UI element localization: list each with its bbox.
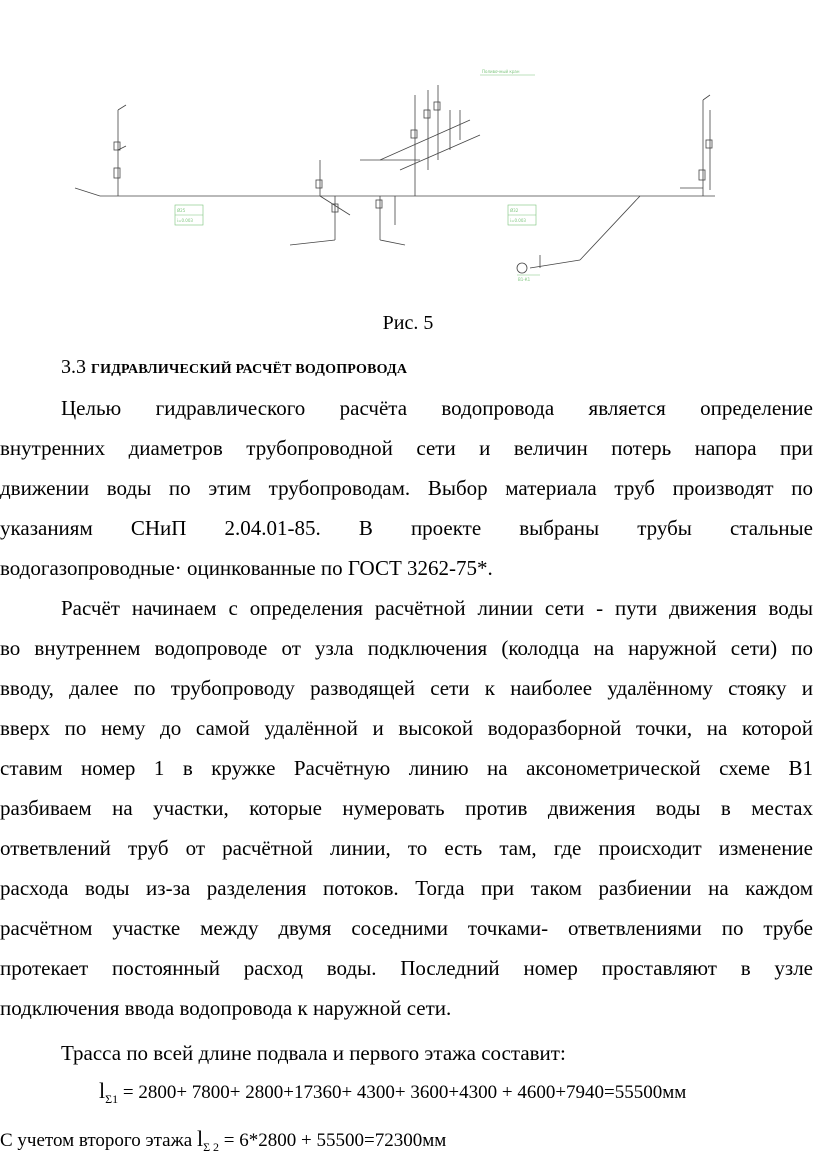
paragraph-line: Целью гидравлического расчёта водопровода является определение	[61, 396, 813, 420]
paragraph-line: ответвлений труб от расчётной линии, то есть там, где происходит изменение	[0, 836, 813, 860]
paragraph-line: протекает постоянный расход воды. Последний номер проставляют в узле	[0, 956, 813, 980]
paragraph-line: подключения ввода водопровода к наружной сети.	[0, 996, 452, 1020]
figure-caption: Рис. 5	[382, 312, 434, 334]
section-number: 3.3	[61, 356, 86, 378]
paragraph-line: Трасса по всей длине подвала и первого этажа составит:	[61, 1041, 566, 1065]
section-heading	[61, 356, 407, 379]
paragraph-line: ставим номер 1 в кружке Расчётную линию на аксонометрической схеме В1	[0, 756, 813, 780]
svg-text:i=0.003: i=0.003	[510, 218, 526, 223]
paragraph-line: движении воды по этим трубопроводам. Выбор материала труб производят по	[0, 476, 813, 500]
formula-total-length	[99, 1078, 686, 1107]
axonometric-scheme-figure	[60, 50, 760, 295]
formula-subscript: Σ1	[105, 1092, 119, 1106]
formula-symbol: l	[196, 1126, 204, 1151]
paragraph-line: указаниям СНиП 2.04.01-85. В проекте выбраны трубы стальные	[0, 516, 813, 540]
paragraph-line: вверх по нему до самой удалённой и высокой водоразборной точки, на которой	[0, 716, 813, 740]
paragraph-line: разбиваем на участки, которые нумеровать против движения воды в местах	[0, 796, 813, 820]
pipe-scheme-drawing	[60, 50, 760, 295]
paragraph-3	[0, 1033, 816, 1073]
formula-expression: = 6*2800 + 55500=72300мм	[219, 1130, 447, 1151]
paragraph-2	[0, 588, 816, 1028]
formula-expression: = 2800+ 7800+ 2800+17360+ 4300+ 3600+4300 + 4600+7940=55500мм	[118, 1082, 687, 1103]
paragraph-line: во внутреннем водопроводе от узла подключения (колодца на наружной сети) по	[0, 636, 813, 660]
svg-text:Ø32: Ø32	[510, 208, 519, 213]
paragraph-line: вводу, далее по трубопроводу разводящей сети к наиболее удалённому стояку и	[0, 676, 813, 700]
paragraph-line: расхода воды из-за разделения потоков. Тогда при таком разбиении на каждом	[0, 876, 813, 900]
svg-text:i=0.003: i=0.003	[177, 218, 193, 223]
formula-symbol: l	[99, 1078, 106, 1103]
paragraph-line: внутренних диаметров трубопроводной сети и величин потерь напора при	[0, 436, 813, 460]
paragraph-line: водогазопроводные· оцинкованные по ГОСТ 3262-75*.	[0, 556, 493, 580]
svg-text:В1-К1: В1-К1	[518, 277, 531, 282]
svg-text:Поливочный кран: Поливочный кран	[482, 69, 520, 74]
formula-subscript: Σ 2	[203, 1140, 220, 1154]
svg-text:Ø25: Ø25	[177, 208, 186, 213]
paragraph-line: Расчёт начинаем с определения расчётной линии сети - пути движения воды	[61, 596, 813, 620]
section-title: ГИДРАВЛИЧЕСКИЙ РАСЧЁТ ВОДОПРОВОДА	[91, 362, 408, 377]
formula-prefix: С учетом второго этажа	[0, 1130, 197, 1151]
paragraph-1	[0, 388, 816, 588]
paragraph-line: расчётном участке между двумя соседними точками- ответвлениями по трубе	[0, 916, 813, 940]
formula-second-floor	[0, 1126, 446, 1155]
